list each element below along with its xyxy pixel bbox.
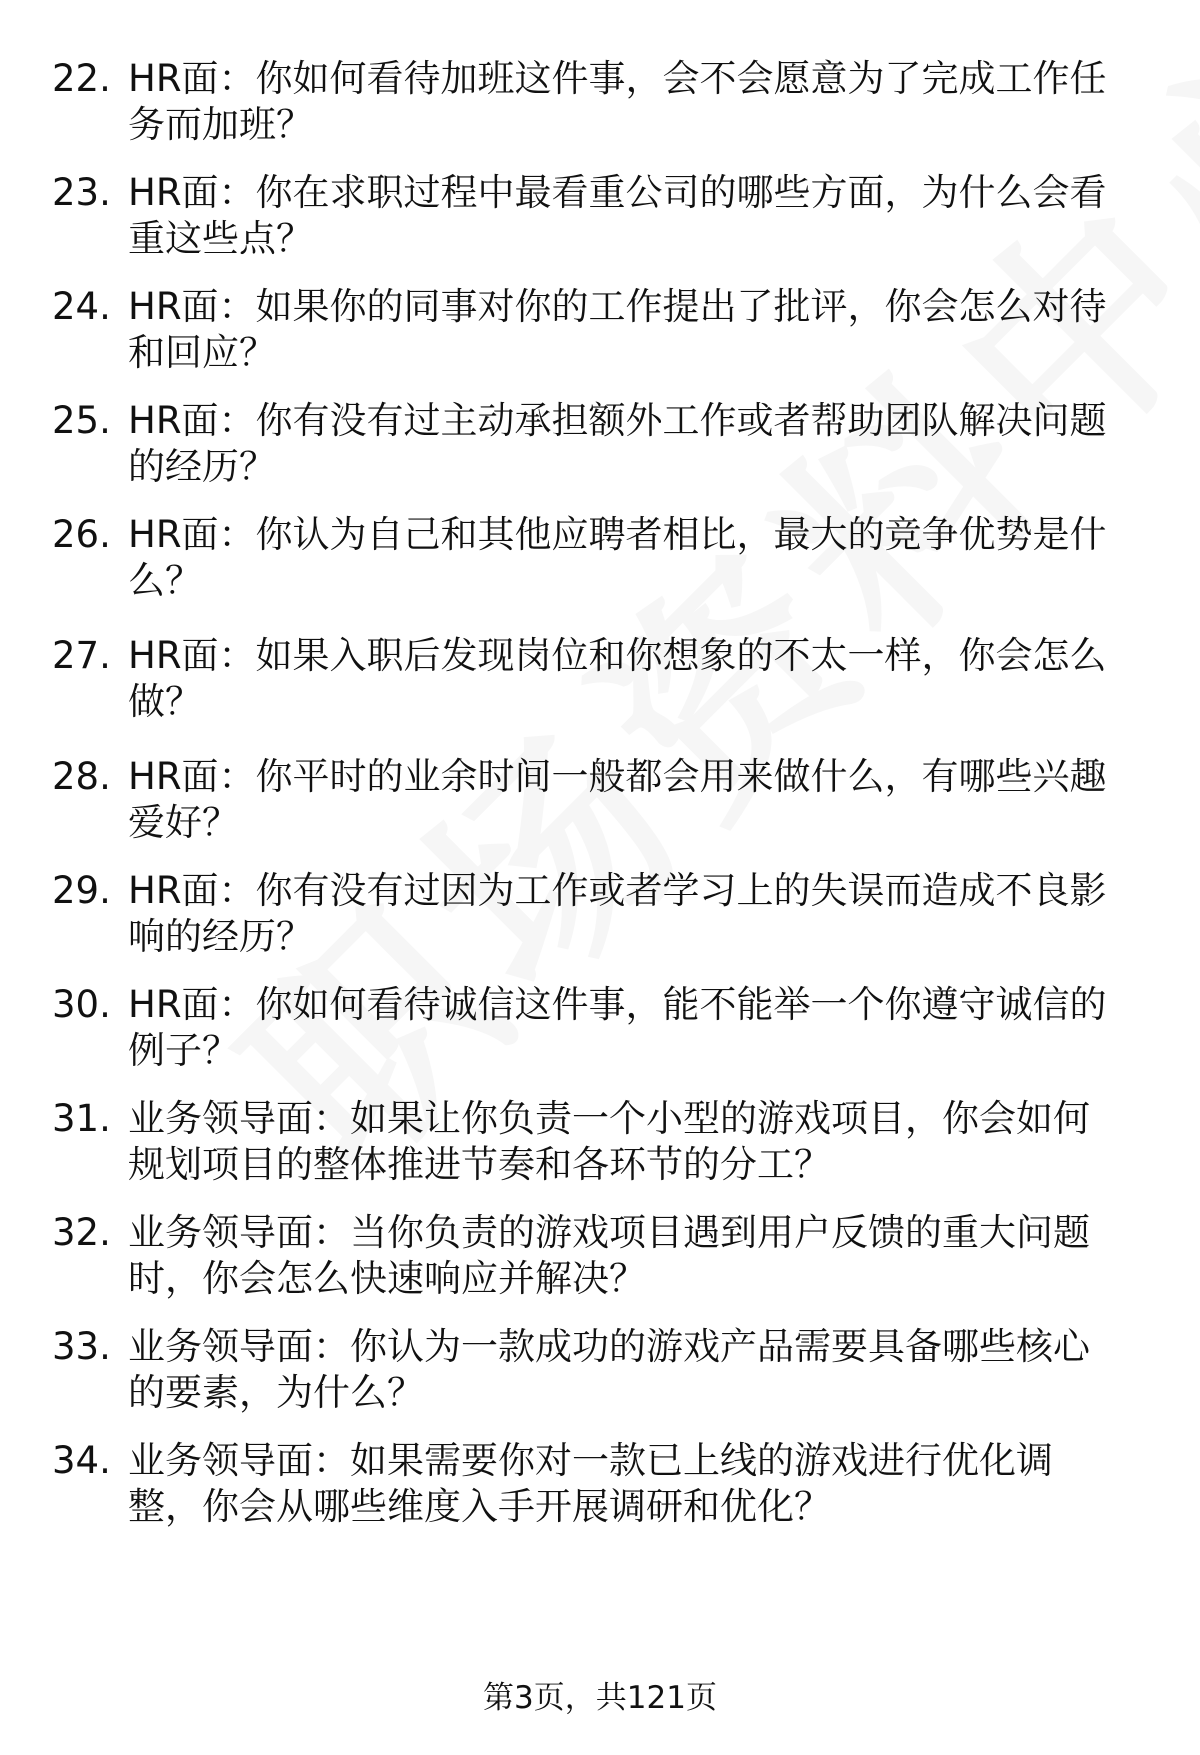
question-item (0, 56, 1200, 148)
question-item (0, 512, 1200, 604)
question-text: 业务领导面：如果让你负责一个小型的游戏项目，你会如何规划项目的整体推进节奏和各环节的分工？ (128, 1097, 1090, 1186)
question-text: 业务领导面：当你负责的游戏项目遇到用户反馈的重大问题时，你会怎么快速响应并解决？ (128, 1211, 1090, 1300)
question-number: 24. (52, 285, 111, 328)
question-number: 30. (52, 983, 111, 1026)
question-number: 32. (52, 1211, 111, 1254)
page-number: 第3页，共121页 (483, 1680, 717, 1716)
question-item (0, 284, 1200, 376)
question-text: 业务领导面：如果需要你对一款已上线的游戏进行优化调整，你会从哪些维度入手开展调研和优化？ (128, 1439, 1053, 1528)
question-item (0, 1210, 1200, 1302)
question-text: HR面：你认为自己和其他应聘者相比，最大的竞争优势是什么？ (128, 513, 1107, 602)
question-item (0, 1438, 1200, 1530)
question-text: HR面：你有没有过因为工作或者学习上的失误而造成不良影响的经历？ (128, 869, 1107, 958)
question-number: 34. (52, 1439, 111, 1482)
question-text: HR面：你有没有过主动承担额外工作或者帮助团队解决问题的经历？ (128, 399, 1107, 488)
question-text: HR面：你如何看待诚信这件事，能不能举一个你遵守诚信的例子？ (128, 983, 1107, 1072)
question-list (0, 56, 1200, 1552)
question-item (0, 633, 1200, 725)
question-item (0, 170, 1200, 262)
question-item (0, 868, 1200, 960)
question-item (0, 754, 1200, 846)
question-number: 27. (52, 634, 111, 677)
question-text: HR面：你平时的业余时间一般都会用来做什么，有哪些兴趣爱好？ (128, 755, 1107, 844)
question-number: 23. (52, 171, 111, 214)
question-text: HR面：你在求职过程中最看重公司的哪些方面，为什么会看重这些点？ (128, 171, 1107, 260)
question-number: 26. (52, 513, 111, 556)
question-text: HR面：如果入职后发现岗位和你想象的不太一样，你会怎么做？ (128, 634, 1107, 723)
question-number: 33. (52, 1325, 111, 1368)
question-number: 31. (52, 1097, 111, 1140)
question-text: HR面：如果你的同事对你的工作提出了批评，你会怎么对待和回应？ (128, 285, 1107, 374)
page-footer (0, 1678, 1200, 1718)
question-item (0, 1096, 1200, 1188)
question-text: HR面：你如何看待加班这件事，会不会愿意为了完成工作任务而加班？ (128, 57, 1107, 146)
question-number: 28. (52, 755, 111, 798)
question-item (0, 398, 1200, 490)
question-number: 22. (52, 57, 111, 100)
question-item (0, 1324, 1200, 1416)
question-text: 业务领导面：你认为一款成功的游戏产品需要具备哪些核心的要素，为什么？ (128, 1325, 1090, 1414)
question-number: 25. (52, 399, 111, 442)
question-item (0, 982, 1200, 1074)
question-number: 29. (52, 869, 111, 912)
